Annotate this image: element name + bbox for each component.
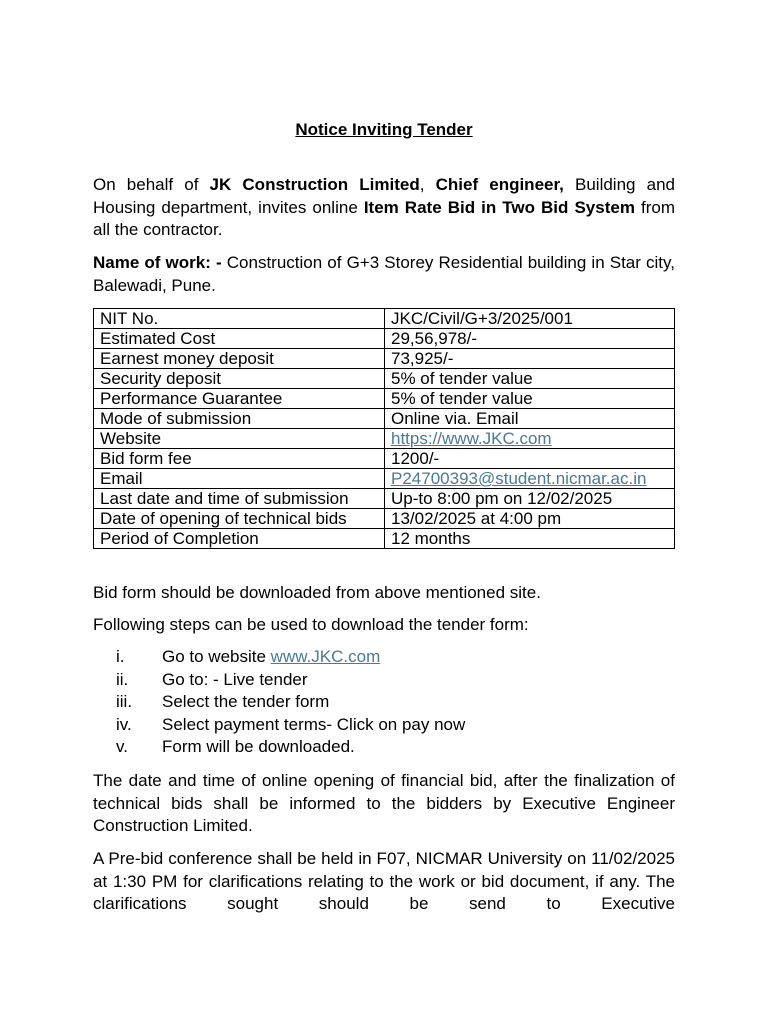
table-key: Last date and time of submission [94,489,385,509]
table-value: 1200/- [385,449,675,469]
list-item [93,669,675,692]
list-item [93,714,675,737]
intro-text-4: from all the contractor. [93,197,675,239]
table-key: Date of opening of technical bids [94,509,385,529]
email-link[interactable]: P24700393@student.nicmar.ac.in [391,469,647,488]
steps-intro: Following steps can be used to download the tender form: [93,615,529,634]
table-value: Online via. Email [385,409,675,429]
table-key: Earnest money deposit [94,349,385,369]
company-name: JK Construction Limited [209,175,420,194]
table-value [385,429,675,449]
list-item [93,646,675,669]
tender-details-table [93,308,675,549]
table-value [385,469,675,489]
table-row [94,429,675,449]
table-row [94,509,675,529]
financial-bid-paragraph: The date and time of online opening of financial bid, after the finalization of technical bids shall be informed to the bidders by Executive Engineer Construction Limited. [93,771,675,835]
table-key: Estimated Cost [94,329,385,349]
step-number: iii. [116,692,133,712]
download-note: Bid form should be downloaded from above mentioned site. [93,583,541,602]
bid-system: Item Rate Bid in Two Bid System [363,197,635,217]
table-row [94,389,675,409]
pre-bid-paragraph: A Pre-bid conference shall be held in F07, NICMAR University on 11/02/2025 at 1:30 PM for clarifications relating to the work or bid document, if any. The clarifications sought should be send to Executive [93,849,675,913]
name-of-work-label: Name of work: - [93,253,222,272]
intro-text-3: Building and Housing department, invites online [93,175,675,217]
document-title: Notice Inviting Tender [295,120,473,139]
intro-text-2: , [419,175,436,194]
table-value: 73,925/- [385,349,675,369]
table-key: Period of Completion [94,529,385,549]
step-number: v. [116,737,128,757]
step-number: iv. [116,714,132,734]
table-row [94,349,675,369]
table-row [94,309,675,329]
table-row [94,449,675,469]
table-key: Performance Guarantee [94,389,385,409]
step-text: Form will be downloaded. [162,737,355,757]
list-item [93,736,675,759]
table-key: Website [94,429,385,449]
table-value: 5% of tender value [385,369,675,389]
step-text: Go to: - Live tender [162,669,308,689]
table-value: 12 months [385,529,675,549]
name-of-work-text: Construction of G+3 Storey Residential building in Star city, Balewadi, Pune. [93,253,675,295]
table-value: Up-to 8:00 pm on 12/02/2025 [385,489,675,509]
table-key: Mode of submission [94,409,385,429]
step-text [162,646,380,669]
step-number: ii. [116,669,129,689]
table-value: 29,56,978/- [385,329,675,349]
table-row [94,469,675,489]
intro-paragraph [93,174,675,242]
table-row [94,369,675,389]
table-key: NIT No. [94,309,385,329]
table-value: 5% of tender value [385,389,675,409]
step-text: Select the tender form [162,692,330,712]
table-value: 13/02/2025 at 4:00 pm [385,509,675,529]
table-row [94,409,675,429]
table-row [94,329,675,349]
jkc-website-link[interactable]: www.JKC.com [270,647,381,666]
list-item [93,691,675,714]
table-key: Email [94,469,385,489]
table-value: JKC/Civil/G+3/2025/001 [385,309,675,329]
step-text: Select payment terms- Click on pay now [162,714,466,734]
step-text-label: Go to website [162,647,271,666]
table-key: Security deposit [94,369,385,389]
intro-text-1: On behalf of [93,175,210,194]
table-row [94,489,675,509]
download-steps-list [93,646,675,759]
table-row [94,529,675,549]
website-link[interactable]: https://www.JKC.com [391,429,552,448]
name-of-work-paragraph [93,252,675,297]
step-number: i. [116,647,125,666]
chief-engineer: Chief engineer, [435,175,564,194]
table-key: Bid form fee [94,449,385,469]
